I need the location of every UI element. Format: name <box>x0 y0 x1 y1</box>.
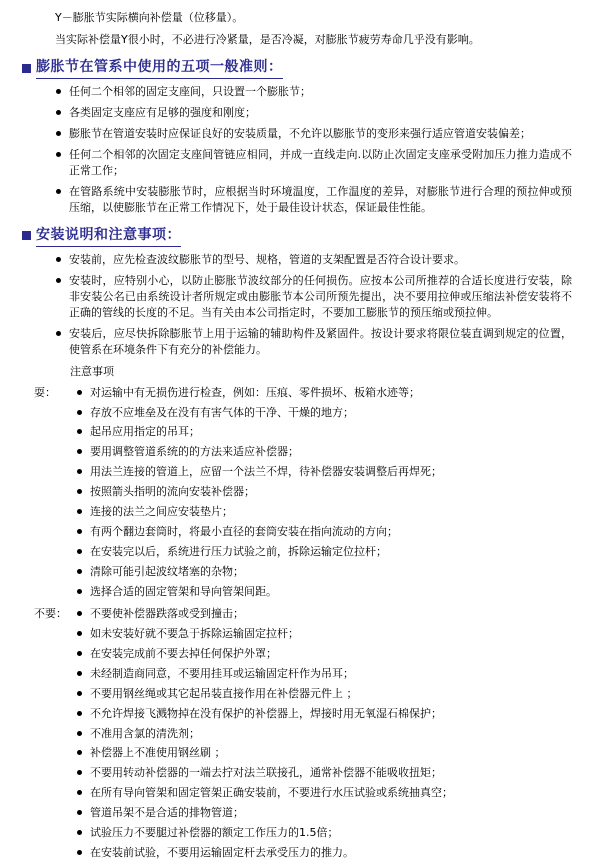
dont-section <box>0 606 600 865</box>
section-heading-general-rules-label: 膨胀节在管系中使用的五项一般准则： <box>36 57 283 79</box>
list-item: 未经制造商同意，不要用挂耳或运输固定杆作为吊耳； <box>76 666 578 682</box>
list-item: 清除可能引起波纹堵塞的杂物； <box>76 564 578 580</box>
square-bullet-icon <box>22 64 31 73</box>
section-heading-installation <box>22 225 600 247</box>
do-label: 耍： <box>34 385 56 399</box>
do-items <box>76 385 600 604</box>
list-item: 各类固定支座应有足够的强度和刚度； <box>55 105 572 121</box>
list-item: 在安装前试验，不要用运输固定杆去承受压力的推力。 <box>76 845 578 861</box>
dont-items <box>76 606 600 865</box>
intro-line-1: Y－膨胀节实际横向补偿量（位移量）。 <box>55 11 244 24</box>
list-item: 膨胀节在管道安装时应保证良好的安装质量，不允许以膨胀节的变形来强行适应管道安装偏差； <box>55 126 572 142</box>
list-item: 在安装完以后，系统进行压力试验之前，拆除运输定位拉杆； <box>76 544 578 560</box>
list-item: 起吊应用指定的吊耳； <box>76 424 578 440</box>
list-item: 不要用钢丝绳或其它起吊装直接作用在补偿器元件上 ； <box>76 686 578 702</box>
intro-line-2: 当实际补偿量Y很小时，不必进行冷紧量，是否冷凝，对膨胀节疲劳寿命几乎没有影响。 <box>55 32 480 46</box>
intro-block <box>0 0 600 48</box>
list-item: 在管路系统中安装膨胀节时，应根据当时环境温度，工作温度的差异，对膨胀节进行合理的预拉伸或预压缩，以使膨胀节在正常工作情况下，处于最佳设计状态，保证最佳性能。 <box>55 184 572 216</box>
list-item: 不要使补偿器跌落或受到撞击； <box>76 606 578 622</box>
section-heading-installation-label: 安装说明和注意事项： <box>36 225 181 247</box>
list-item: 连接的法兰之间应安装垫片； <box>76 504 578 520</box>
list-item: 要用调整管道系统的的方法来适应补偿器； <box>76 444 578 460</box>
list-item: 选择合适的固定管架和导向管架间距。 <box>76 584 578 600</box>
list-item: 用法兰连接的管道上，应留一个法兰不焊，待补偿器安装调整后再焊死； <box>76 464 578 480</box>
list-item: 不准用含氯的清洗剂； <box>76 726 578 742</box>
section-heading-general-rules <box>22 57 600 79</box>
square-bullet-icon <box>22 231 31 240</box>
notes-heading: 注意事项 <box>70 364 114 378</box>
list-item: 安装前，应先检查波纹膨胀节的型号、规格，管道的支架配置是否符合设计要求。 <box>55 252 572 268</box>
list-item: 存放不应堆垒及在没有有害气体的干净、干燥的地方； <box>76 405 578 421</box>
list-item: 安装后，应尽快拆除膨胀节上用于运输的辅助构件及紧固件。按设计要求将限位装直调到规定的位置，使管系在环境条件下有充分的补偿能力。 <box>55 326 572 358</box>
list-item: 安装时，应特别小心，以防止膨胀节波纹部分的任何损伤。应按本公司所推荐的合适长度进行安装，除非安装公名已由系统设计者所规定或由膨胀节本公司所预先提出，决不要用拉伸或压缩法补偿安装将不正确的管线的长度的不足。当有关由本公司指定时，不要加工膨胀节的预压缩或预拉伸。 <box>55 273 572 321</box>
installation-list <box>0 252 600 358</box>
list-item: 管道吊架不是合适的排物管道； <box>76 805 578 821</box>
list-item: 在安装完成前不要去掉任何保护外罩； <box>76 646 578 662</box>
list-item: 如未安装好就不要急于拆除运输固定拉杆； <box>76 626 578 642</box>
do-section <box>0 385 600 604</box>
list-item: 不允许焊接飞溅物掉在没有保护的补偿器上，焊接时用无氧湿石棉保护； <box>76 706 578 722</box>
list-item: 任何二个相邻的次固定支座间管链应相同，并成一直线走向.以防止次固定支座承受附加压力推力造成不正常工作； <box>55 147 572 179</box>
list-item: 对运输中有无损伤进行检查，例如：压痕、零件损坏、板箱水迹等； <box>76 385 578 401</box>
general-rules-list <box>0 84 600 216</box>
list-item: 在所有导向管架和固定管架正确安装前，不要进行水压试验或系统抽真空； <box>76 785 578 801</box>
list-item: 任何二个相邻的固定支座间，只设置一个膨胀节； <box>55 84 572 100</box>
list-item: 试验压力不要腿过补偿器的额定工作压力的1.5倍； <box>76 825 578 841</box>
list-item: 补偿器上不准使用钢丝刷 ； <box>76 745 578 761</box>
list-item: 有两个翻边套筒时，将最小直径的套筒安装在指向流动的方向； <box>76 524 578 540</box>
list-item: 不要用转动补偿器的一端去拧对法兰联接孔，通常补偿器不能吸收扭矩； <box>76 765 578 781</box>
list-item: 按照箭头指明的流向安装补偿器； <box>76 484 578 500</box>
dont-label: 不要： <box>34 606 67 620</box>
